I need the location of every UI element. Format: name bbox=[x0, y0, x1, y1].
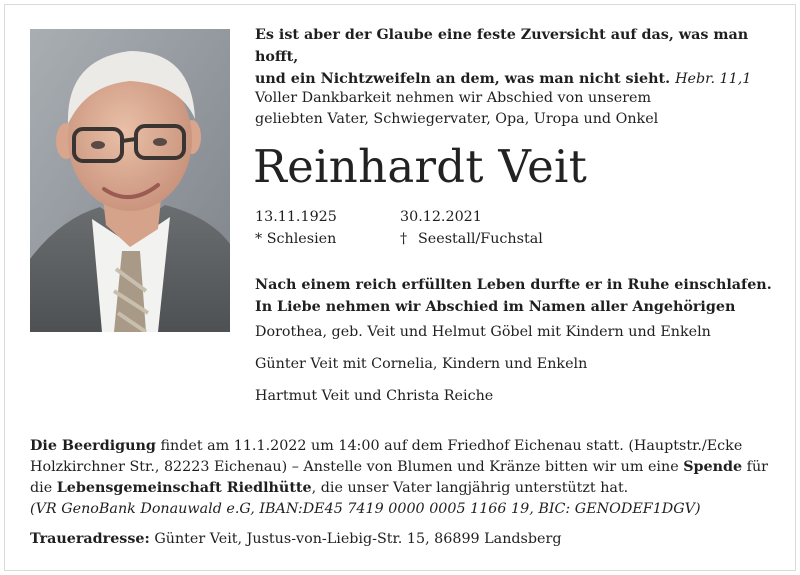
farewell-line-1: Nach einem reich erfüllten Leben durfte er in Ruhe einschlafen. bbox=[255, 277, 772, 293]
spende-label: Spende bbox=[683, 459, 743, 475]
birth-info bbox=[255, 206, 337, 250]
death-place: Seestall/Fuchstal bbox=[418, 231, 543, 247]
bible-quote bbox=[255, 24, 785, 90]
funeral-text-2: für die bbox=[30, 459, 768, 496]
funeral-info bbox=[30, 436, 775, 520]
intro-text bbox=[255, 88, 785, 130]
funeral-text-1: findet am 11.1.2022 um 14:00 auf dem Friedhof Eichenau statt. (Hauptstr./Ecke Holzkirchner Str., 82223 Eichenau) – Anstelle von Blumen und Kränze bitten wir um eine bbox=[30, 438, 743, 475]
funeral-label: Die Beerdigung bbox=[30, 438, 156, 454]
address-text: Günter Veit, Justus-von-Liebig-Str. 15, 86899 Landsberg bbox=[149, 531, 562, 547]
farewell-text bbox=[255, 274, 790, 318]
portrait-photo bbox=[30, 29, 230, 332]
mourner-2: Günter Veit mit Cornelia, Kindern und Enkeln bbox=[255, 356, 588, 372]
mourner-1: Dorothea, geb. Veit und Helmut Göbel mit Kindern und Enkeln bbox=[255, 324, 711, 340]
death-date: 30.12.2021 bbox=[400, 209, 482, 225]
quote-line-2-text: und ein Nichtzweifeln an dem, was man nicht sieht. bbox=[255, 71, 671, 87]
intro-line-1: Voller Dankbarkeit nehmen wir Abschied von unserem bbox=[255, 90, 652, 106]
quote-line-1: Es ist aber der Glaube eine feste Zuversicht auf das, was man hofft, bbox=[255, 27, 749, 65]
bank-details: (VR GenoBank Donauwald e.G, IBAN:DE45 7419 0000 0005 1166 19, BIC: GENODEF1DGV) bbox=[30, 501, 701, 517]
deceased-name: Reinhardt Veit bbox=[253, 140, 588, 193]
address-label: Traueradresse: bbox=[30, 531, 150, 547]
death-info bbox=[400, 206, 543, 250]
funeral-text-3: , die unser Vater langjährig unterstützt hat. bbox=[311, 480, 629, 496]
quote-reference: Hebr. 11,1 bbox=[675, 71, 752, 87]
farewell-line-2: In Liebe nehmen wir Abschied im Namen aller Angehörigen bbox=[255, 299, 736, 315]
birth-date: 13.11.1925 bbox=[255, 209, 337, 225]
intro-line-2: geliebten Vater, Schwiegervater, Opa, Uropa und Onkel bbox=[255, 111, 659, 127]
birth-place: * Schlesien bbox=[255, 231, 337, 247]
death-place-line bbox=[400, 228, 543, 250]
mourning-address bbox=[30, 528, 775, 550]
cross-icon: † bbox=[400, 231, 408, 247]
mourner-3: Hartmut Veit und Christa Reiche bbox=[255, 388, 494, 404]
beneficiary: Lebensgemeinschaft Riedlhütte bbox=[56, 480, 312, 496]
quote-line-2 bbox=[255, 68, 785, 90]
